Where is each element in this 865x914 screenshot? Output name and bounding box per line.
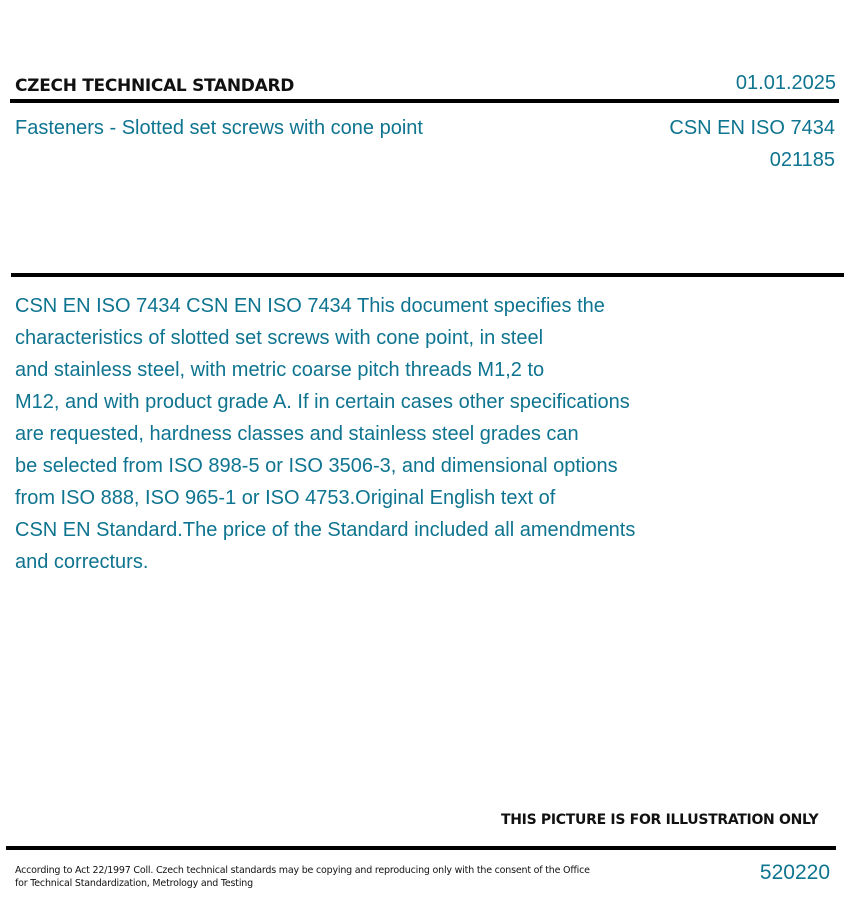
document-type-label: CZECH TECHNICAL STANDARD xyxy=(15,76,295,96)
issue-date: 01.01.2025 xyxy=(735,72,836,94)
header-divider xyxy=(10,99,839,103)
standard-title: Fasteners - Slotted set screws with cone point xyxy=(15,117,423,139)
legal-notice-line-1: According to Act 22/1997 Coll. Czech technical standards may be copying and reproducing only with the consent of the Office xyxy=(15,865,590,876)
legal-notice xyxy=(15,864,595,890)
footer-code: 520220 xyxy=(759,861,830,884)
footer-divider xyxy=(6,846,836,850)
standard-description: CSN EN ISO 7434 CSN EN ISO 7434 This document specifies the characteristics of slotted set screws with cone point, in steel and stainless steel, with metric coarse pitch threads M1,2 to M12, and with product grade A. If in certain cases other specifications are requested, hardness classes and stainless steel grades can be selected from ISO 898-5 or ISO 3506-3, and dimensional options from ISO 888, ISO 965-1 or ISO 4753.Original English text of CSN EN Standard.The price of the Standard included all amendments and correcturs. xyxy=(15,295,636,573)
catalog-number: 021185 xyxy=(769,149,835,171)
illustration-note: THIS PICTURE IS FOR ILLUSTRATION ONLY xyxy=(501,812,819,828)
standard-number: CSN EN ISO 7434 xyxy=(669,117,835,139)
legal-notice-line-2: for Technical Standardization, Metrology and Testing xyxy=(15,878,253,889)
section-divider xyxy=(11,273,844,277)
